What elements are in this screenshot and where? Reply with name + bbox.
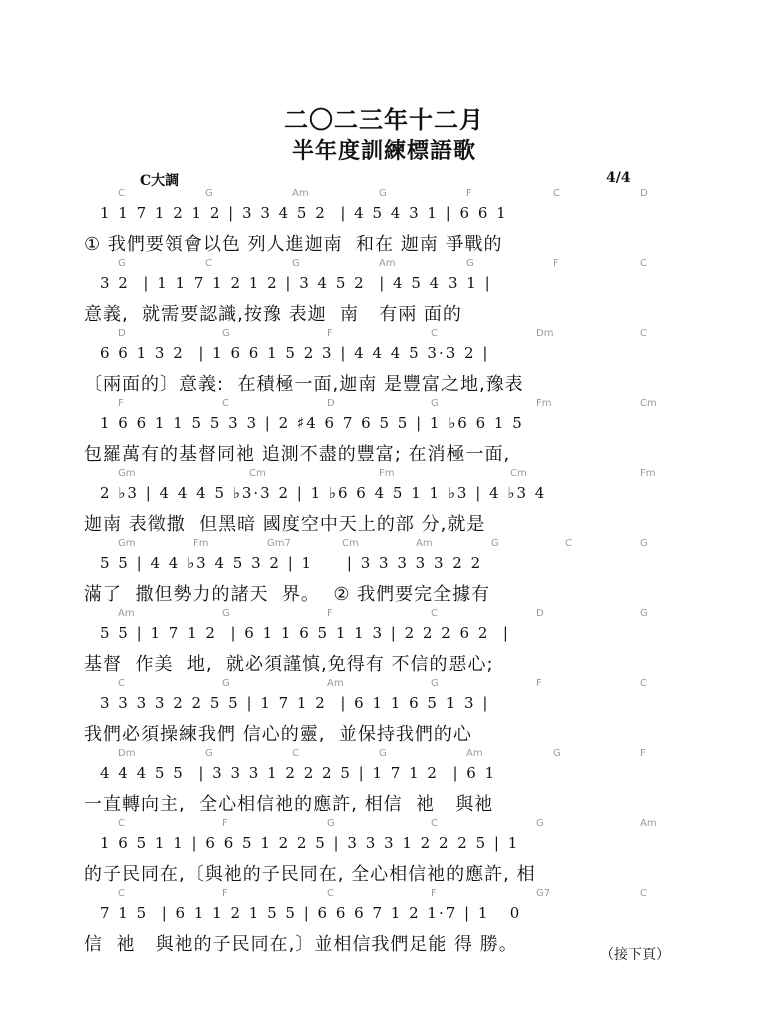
chord-symbol: F — [327, 608, 333, 619]
chord-symbol: F — [640, 748, 646, 759]
notation-row: 1 6 5 1 1 | 6 6 5 1 2 2 5 | 3 3 3 1 2 2 2 5 | 1 — [100, 834, 520, 852]
chord-row — [0, 468, 768, 482]
chord-symbol: G — [222, 608, 230, 619]
chord-row — [0, 188, 768, 202]
chord-symbol: G — [205, 188, 213, 199]
chord-symbol: C — [118, 818, 125, 829]
chord-symbol: G — [640, 608, 648, 619]
lyric-row: 信 祂 與祂的子民同在,〕並相信我們足能 得 勝。 — [84, 934, 518, 955]
chord-row — [0, 398, 768, 412]
key-signature: C大調 — [140, 173, 180, 189]
chord-symbol: G — [491, 538, 499, 549]
chord-symbol: Dm — [118, 748, 136, 759]
chord-symbol: D — [118, 328, 126, 339]
chord-symbol: G7 — [536, 888, 551, 899]
time-signature: 4/4 — [606, 170, 631, 186]
chord-symbol: Fm — [193, 538, 209, 549]
music-system — [0, 608, 768, 682]
chord-symbol: Am — [379, 258, 396, 269]
chord-symbol: F — [118, 398, 124, 409]
notation-row: 3 2 | 1 1 7 1 2 1 2 | 3 4 5 2 | 4 5 4 3 1 | — [100, 274, 492, 292]
chord-symbol: G — [222, 328, 230, 339]
chord-symbol: C — [640, 258, 647, 269]
chord-symbol: Gm — [118, 538, 136, 549]
lyric-row: 的子民同在,〔與祂的子民同在, 全心相信祂的應許, 相 — [84, 864, 536, 885]
chord-row — [0, 678, 768, 692]
chord-row — [0, 258, 768, 272]
chord-symbol: Am — [327, 678, 344, 689]
chord-symbol: Am — [118, 608, 135, 619]
chord-row — [0, 818, 768, 832]
notation-row: 1 1 7 1 2 1 2 | 3 3 4 5 2 | 4 5 4 3 1 | 6 6 1 — [100, 204, 508, 222]
chord-symbol: G — [431, 398, 439, 409]
chord-symbol: Am — [416, 538, 433, 549]
chord-symbol: F — [553, 258, 559, 269]
music-system — [0, 328, 768, 402]
chord-symbol: C — [118, 888, 125, 899]
chord-symbol: Cm — [640, 398, 657, 409]
chord-symbol: Am — [640, 818, 657, 829]
chord-symbol: C — [205, 258, 212, 269]
lyric-row: 〔兩面的〕意義: 在積極一面,迦南 是豐富之地,豫表 — [84, 374, 524, 395]
chord-symbol: F — [536, 678, 542, 689]
notation-row: 2 ♭3 | 4 4 4 5 ♭3·3 2 | 1 ♭6 6 4 5 1 1 ♭3 | 4 ♭3 4 — [100, 484, 547, 502]
chord-symbol: Fm — [640, 468, 656, 479]
chord-symbol: F — [222, 888, 228, 899]
chord-symbol: G — [553, 748, 561, 759]
chord-symbol: Dm — [536, 328, 554, 339]
music-system — [0, 258, 768, 332]
chord-symbol: C — [431, 328, 438, 339]
chord-symbol: G — [327, 818, 335, 829]
lyric-row: 一直轉向主, 全心相信祂的應許, 相信 祂 與祂 — [84, 794, 494, 815]
notation-row: 5 5 | 4 4 ♭3 4 5 3 2 | 1 | 3 3 3 3 3 2 2 — [100, 554, 483, 572]
notation-row: 6 6 1 3 2 | 1 6 6 1 5 2 3 | 4 4 4 5 3·3 2 | — [100, 344, 490, 362]
notation-row: 3 3 3 3 2 2 5 5 | 1 7 1 2 | 6 1 1 6 5 1 3 | — [100, 694, 490, 712]
lyric-row: 意義, 就需要認識,按豫 表迦 南 有兩 面的 — [84, 304, 462, 325]
chord-symbol: F — [327, 328, 333, 339]
music-system — [0, 468, 768, 542]
chord-symbol: D — [327, 398, 335, 409]
chord-symbol: C — [640, 328, 647, 339]
lyric-row: 迦南 表徵撒 但黑暗 國度空中天上的部 分,就是 — [84, 514, 486, 535]
chord-symbol: G — [640, 538, 648, 549]
lyric-row: 基督 作美 地, 就必須謹慎,免得有 不信的惡心; — [84, 654, 494, 675]
chord-symbol: Fm — [379, 468, 395, 479]
chord-symbol: Fm — [536, 398, 552, 409]
chord-row — [0, 888, 768, 902]
chord-row — [0, 748, 768, 762]
lyric-row: 我們必須操練我們 信心的靈, 並保持我們的心 — [84, 724, 472, 745]
chord-symbol: G — [466, 258, 474, 269]
notation-row: 7 1 5 | 6 1 1 2 1 5 5 | 6 6 6 7 1 2 1·7 | 1 0 — [100, 904, 522, 922]
chord-symbol: C — [640, 888, 647, 899]
lyric-row: 滿了 撒但勢力的諸天 界。 ② 我們要完全據有 — [84, 584, 491, 605]
continued-note: （接下頁） — [600, 947, 670, 963]
chord-symbol: F — [466, 188, 472, 199]
chord-symbol: G — [292, 258, 300, 269]
chord-symbol: C — [222, 398, 229, 409]
chord-symbol: Cm — [342, 538, 359, 549]
chord-symbol: C — [327, 888, 334, 899]
chord-symbol: C — [553, 188, 560, 199]
notation-row: 4 4 4 5 5 | 3 3 3 1 2 2 2 5 | 1 7 1 2 | 6 1 — [100, 764, 497, 782]
music-system — [0, 678, 768, 752]
music-system — [0, 748, 768, 822]
chord-row — [0, 328, 768, 342]
chord-symbol: G — [536, 818, 544, 829]
song-title: 半年度訓練標語歌 — [291, 139, 476, 164]
chord-row — [0, 608, 768, 622]
chord-row — [0, 538, 768, 552]
chord-symbol: C — [640, 678, 647, 689]
chord-symbol: Cm — [510, 468, 527, 479]
chord-symbol: Am — [466, 748, 483, 759]
chord-symbol: C — [292, 748, 299, 759]
chord-symbol: C — [431, 608, 438, 619]
chord-symbol: F — [431, 888, 437, 899]
chord-symbol: C — [118, 188, 125, 199]
chord-symbol: D — [640, 188, 648, 199]
lyric-row: 包羅萬有的基督同祂 追測不盡的豐富; 在消極一面, — [84, 444, 511, 465]
notation-row: 5 5 | 1 7 1 2 | 6 1 1 6 5 1 1 3 | 2 2 2 6 2 | — [100, 624, 510, 642]
chord-symbol: D — [536, 608, 544, 619]
music-system — [0, 188, 768, 262]
chord-symbol: Cm — [249, 468, 266, 479]
notation-row: 1 6 6 1 1 5 5 3 3 | 2 ♯4 6 7 6 5 5 | 1 ♭6 6 1 5 — [100, 414, 524, 432]
chord-symbol: Gm7 — [267, 538, 291, 549]
chord-symbol: G — [205, 748, 213, 759]
page-title: 二〇二三年十二月 — [284, 106, 484, 134]
chord-symbol: F — [222, 818, 228, 829]
lyric-row: ① 我們要領會以色 列人進迦南 和在 迦南 爭戰的 — [84, 234, 503, 255]
chord-symbol: G — [431, 678, 439, 689]
chord-symbol: C — [565, 538, 572, 549]
chord-symbol: G — [379, 748, 387, 759]
chord-symbol: C — [431, 818, 438, 829]
chord-symbol: Gm — [118, 468, 136, 479]
music-system — [0, 818, 768, 892]
chord-symbol: C — [118, 678, 125, 689]
chord-symbol: G — [379, 188, 387, 199]
chord-symbol: G — [222, 678, 230, 689]
chord-symbol: Am — [292, 188, 309, 199]
music-system — [0, 538, 768, 612]
chord-symbol: G — [118, 258, 126, 269]
music-system — [0, 398, 768, 472]
